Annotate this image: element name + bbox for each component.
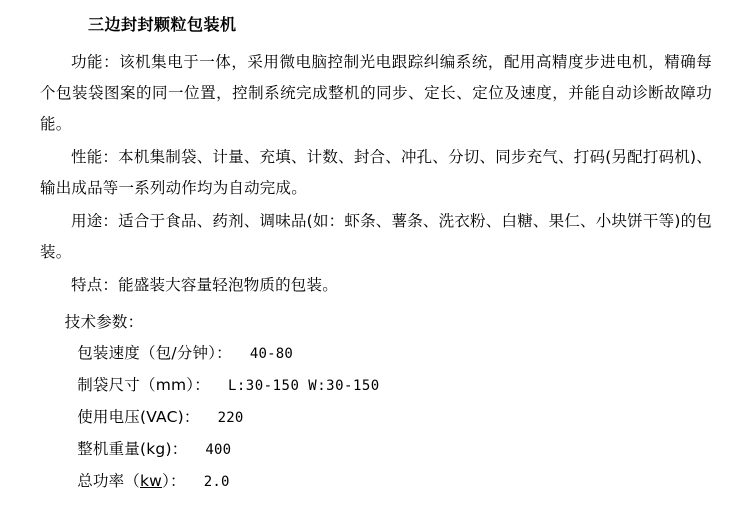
- paragraph-label-performance: 性能：: [71, 148, 119, 166]
- spec-row: [40, 338, 712, 370]
- spec-name-voltage: 使用电压(VAC)：: [77, 408, 200, 426]
- unit-kw: kw: [140, 472, 163, 490]
- spec-name-speed: 包装速度（包/分钟）：: [77, 344, 232, 362]
- spec-row: [40, 466, 712, 498]
- spec-list: [40, 338, 712, 498]
- page-title: 三边封封颗粒包装机: [88, 15, 237, 34]
- spec-heading: 技术参数：: [64, 313, 144, 331]
- spec-row: [40, 402, 712, 434]
- spec-name-bag-size: 制袋尺寸（mm）：: [77, 376, 210, 394]
- document-page: [0, 12, 750, 529]
- spec-row: [40, 434, 712, 466]
- spec-value-speed: 40-80: [249, 346, 294, 362]
- spec-value-voltage: 220: [217, 410, 244, 426]
- spec-value-weight: 400: [205, 442, 232, 458]
- document-body: [0, 47, 750, 498]
- paragraph-features: [40, 270, 712, 301]
- paragraph-usage: [40, 206, 712, 268]
- paragraph-label-function: 功能：: [71, 53, 120, 71]
- paragraph-text-usage: 适合于食品、药剂、调味品(如：虾条、薯条、洗衣粉、白糖、果仁、小块饼干等)的包装。: [40, 212, 712, 261]
- spec-name-power: 总功率（kw）：: [77, 472, 186, 490]
- spec-value-bag-size: L:30-150 W:30-150: [227, 378, 380, 394]
- paragraph-text-performance: 本机集制袋、计量、充填、计数、封合、冲孔、分切、同步充气、打码(另配打码机)、输出成品等一系列动作均为自动完成。: [40, 148, 712, 197]
- paragraph-label-features: 特点：: [71, 276, 119, 294]
- paragraph-performance: [40, 142, 712, 204]
- spec-name-weight: 整机重量(kg)：: [77, 440, 188, 458]
- spec-value-power: 2.0: [203, 474, 230, 490]
- paragraph-label-usage: 用途：: [71, 212, 119, 230]
- spec-row: [40, 370, 712, 402]
- paragraph-function: [40, 47, 712, 140]
- paragraph-text-features: 能盛装大容量轻泡物质的包装。: [118, 276, 338, 294]
- paragraph-text-function: 该机集电于一体，采用微电脑控制光电跟踪纠编系统，配用高精度步进电机，精确每个包装袋图案的同一位置，控制系统完成整机的同步、定长、定位及速度，并能自动诊断故障功能。: [40, 53, 712, 133]
